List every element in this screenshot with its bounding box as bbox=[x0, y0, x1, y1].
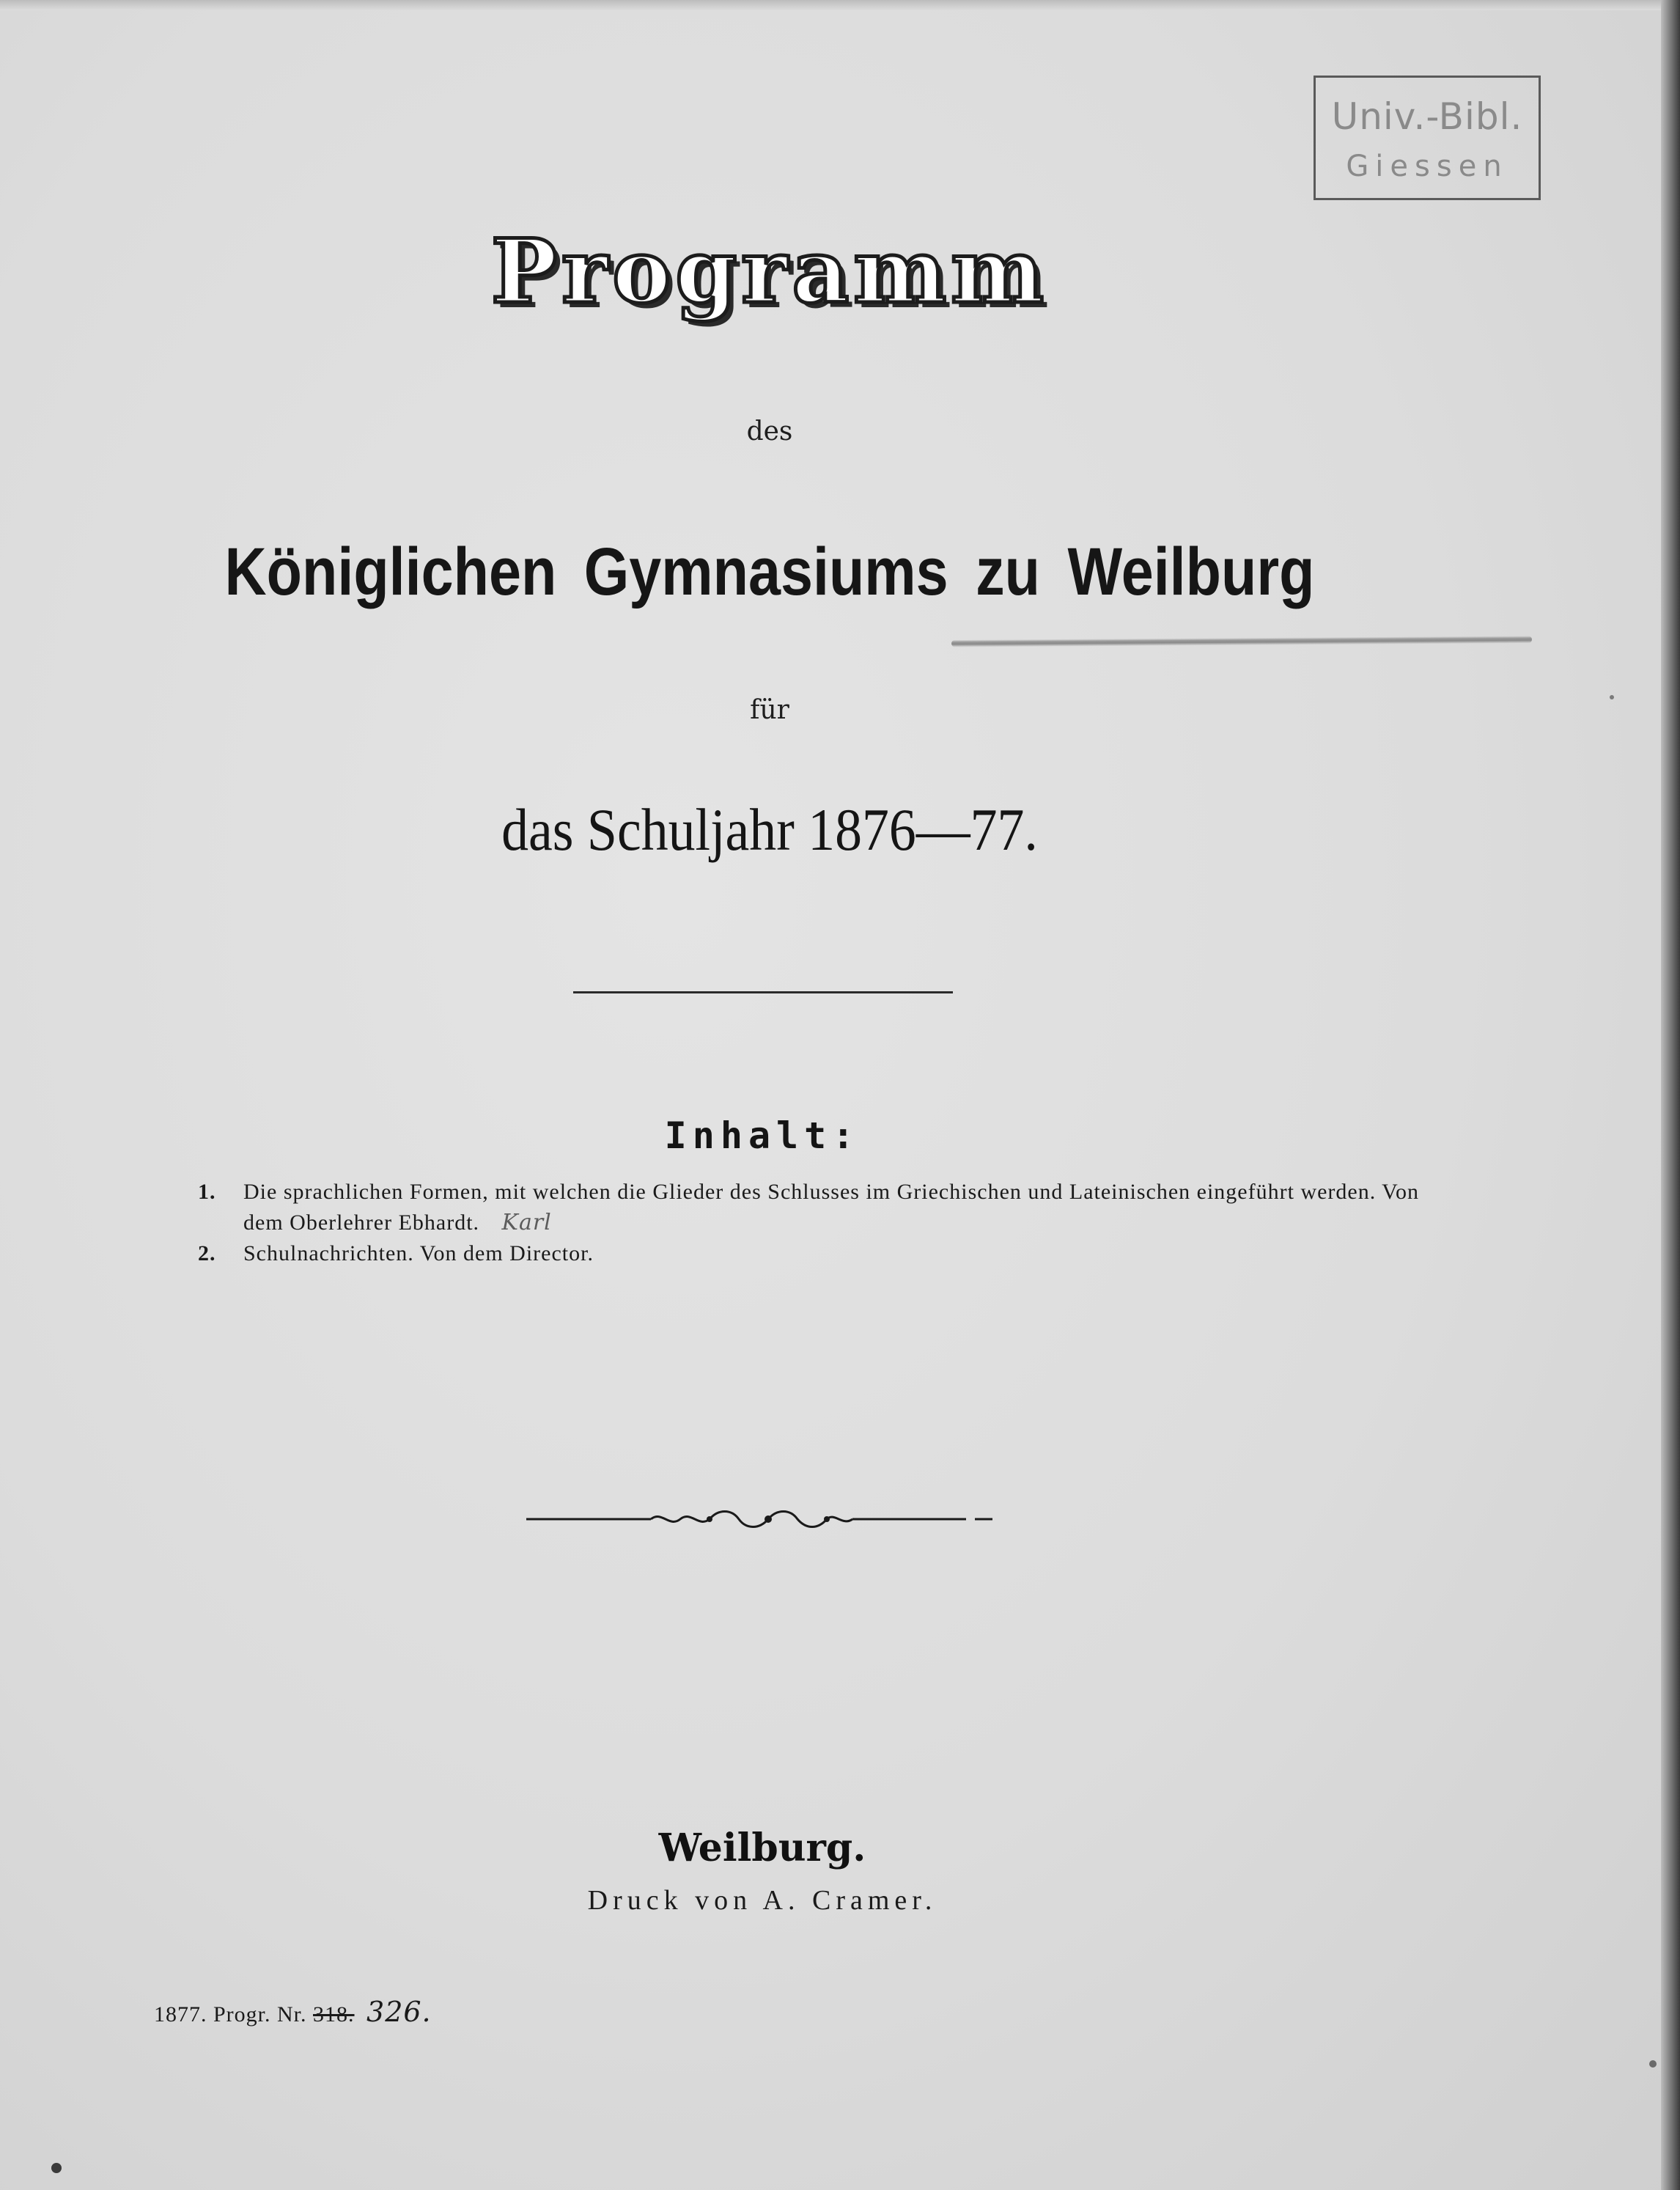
page-right-edge bbox=[1661, 0, 1680, 2190]
place-of-publication: Weilburg. bbox=[658, 1826, 866, 1870]
contents-item bbox=[198, 1238, 1429, 1269]
library-stamp bbox=[1314, 76, 1541, 200]
contents-item-text: Die sprachlichen Formen, mit welchen die Glieder des Schlusses im Griechischen und Lateinischen eingeführt werden. Von dem Oberlehrer Ebhardt. bbox=[243, 1180, 1419, 1235]
contents-item-number: 1. bbox=[198, 1180, 216, 1204]
document-title: Programm bbox=[490, 220, 1049, 323]
stamp-line-2: Giessen bbox=[1346, 150, 1508, 183]
contents-list bbox=[198, 1177, 1429, 1269]
stamp-line-1: Univ.-Bibl. bbox=[1331, 95, 1523, 138]
paper-speck bbox=[1610, 695, 1614, 699]
contents-item bbox=[198, 1177, 1429, 1238]
handwritten-number: 326. bbox=[366, 1996, 432, 2028]
contents-heading: Inhalt: bbox=[664, 1114, 861, 1157]
ornament-divider bbox=[526, 1503, 995, 1532]
page-top-edge bbox=[0, 0, 1680, 10]
printer-line: Druck von A. Cramer. bbox=[587, 1885, 937, 1916]
school-year: das Schuljahr 1876—77. bbox=[501, 796, 1038, 863]
struck-number: 318. bbox=[313, 2002, 355, 2027]
contents-item-number: 2. bbox=[198, 1241, 216, 1265]
pencil-underline bbox=[951, 636, 1532, 647]
program-number-prefix: 1877. Progr. Nr. bbox=[154, 2002, 307, 2027]
program-number bbox=[154, 1996, 432, 2028]
subtitle-des: des bbox=[746, 416, 793, 447]
paper-speck bbox=[51, 2163, 62, 2173]
subtitle-fuer: für bbox=[750, 695, 789, 725]
paper-speck bbox=[1649, 2060, 1657, 2068]
handwritten-annotation: Karl bbox=[501, 1210, 552, 1235]
divider-rule bbox=[573, 991, 953, 993]
institution-name: Königlichen Gymnasiums zu Weilburg bbox=[224, 534, 1315, 609]
contents-item-text: Schulnachrichten. Von dem Director. bbox=[243, 1241, 594, 1265]
